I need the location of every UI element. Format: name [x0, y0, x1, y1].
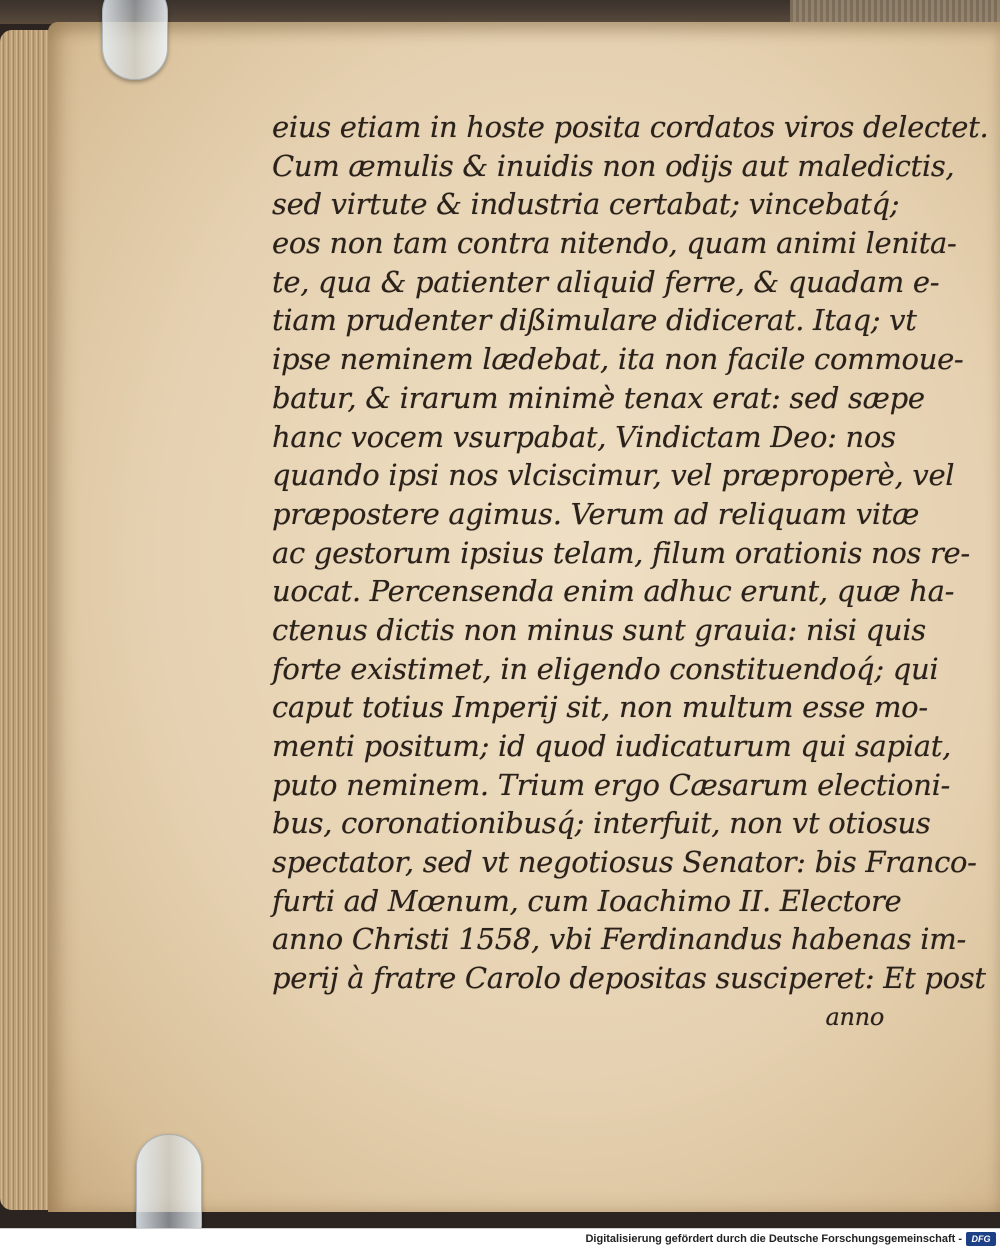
- text-line: perij à fratre Carolo depositas susciperet: Et post: [272, 961, 986, 996]
- text-line: tiam prudenter dißimulare didicerat. Itaq; vt: [272, 303, 917, 338]
- text-line: furti ad Mœnum, cum Ioachimo II. Electore: [272, 883, 902, 918]
- text-line: forte existimet, in eligendo constituendoq́; qui: [272, 651, 939, 686]
- text-line: Cum æmulis & inuidis non odijs aut maledictis,: [272, 148, 955, 183]
- page-clip-bottom: [136, 1134, 202, 1228]
- text-line: eos non tam contra nitendo, quam animi lenita-: [272, 226, 957, 261]
- text-line: caput totius Imperij sit, non multum esse mo-: [272, 690, 928, 725]
- text-line: præpostere agimus. Verum ad reliquam vitæ: [272, 496, 920, 531]
- text-line: hanc vocem vsurpabat, Vindictam Deo: nos: [272, 419, 896, 454]
- text-line: ipse neminem lædebat, ita non facile commoue-: [272, 342, 964, 377]
- text-line: menti positum; id quod iudicaturum qui sapiat,: [272, 729, 952, 763]
- digitization-footer: [0, 1228, 1000, 1250]
- page-clip-top: [102, 0, 168, 80]
- text-line: bus, coronationibusq́; interfuit, non vt otiosus: [272, 806, 931, 841]
- text-line: ac gestorum ipsius telam, filum orationis nos re-: [272, 535, 970, 570]
- dfg-logo: DFG: [966, 1232, 996, 1246]
- text-line: uocat. Percensenda enim adhuc erunt, quæ ha-: [272, 574, 955, 609]
- catchword: anno: [825, 1002, 884, 1031]
- text-line: sed virtute & industria certabat; vincebatq́;: [272, 187, 900, 222]
- text-line: te, qua & patienter aliquid ferre, & quadam e-: [272, 264, 940, 299]
- text-line: eius etiam in hoste posita cordatos viros delectet.: [272, 110, 989, 144]
- text-line: ctenus dictis non minus sunt grauia: nisi quis: [272, 612, 926, 647]
- text-line: puto neminem. Trium ergo Cæsarum electioni-: [272, 767, 951, 802]
- funding-credit: Digitalisierung gefördert durch die Deutsche Forschungsgemeinschaft -: [585, 1233, 962, 1245]
- text-line: anno Christi 1558, vbi Ferdinandus habenas im-: [272, 922, 966, 957]
- text-line: spectator, sed vt negotiosus Senator: bis Franco-: [272, 845, 977, 880]
- cloth-texture: [790, 0, 1000, 22]
- text-line: batur, & irarum minimè tenax erat: sed sæpe: [272, 380, 925, 415]
- text-line: quando ipsi nos vlciscimur, vel præproperè, vel: [272, 458, 955, 493]
- page-text: [272, 108, 989, 1037]
